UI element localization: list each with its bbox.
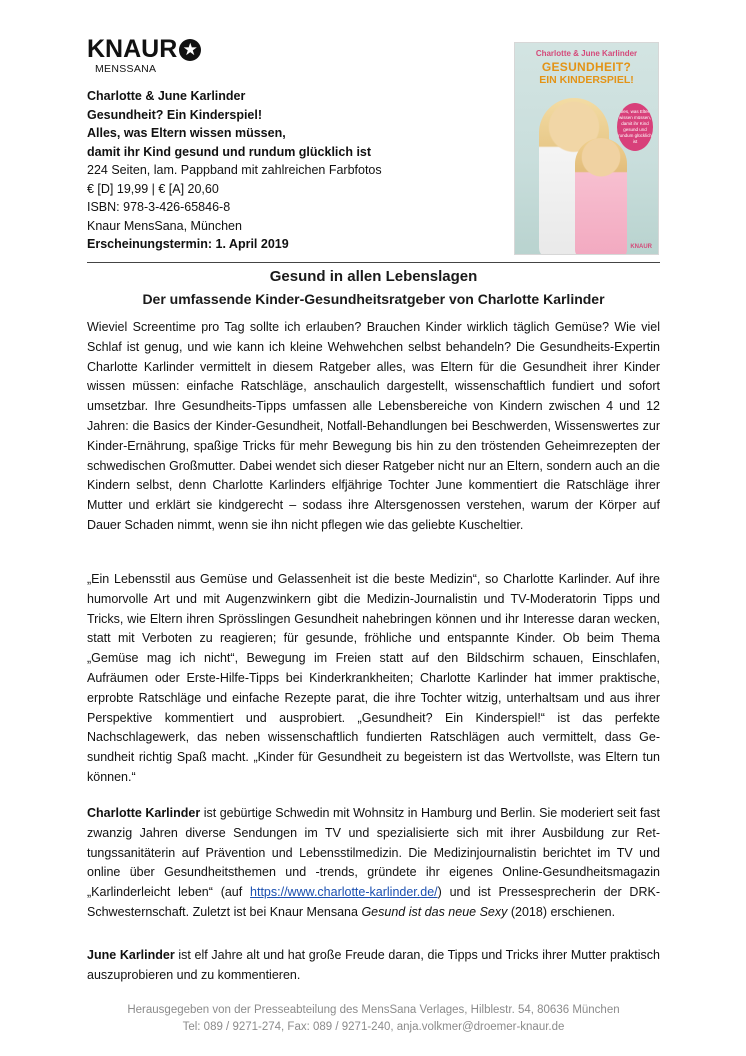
cover-badge: Alles, was Eltern wissen müssen, damit ihr Kind gesund und rundum glücklich ist (617, 103, 653, 151)
cover-title-line2: EIN KINDERSPIEL! (539, 74, 634, 86)
previous-book-title: Gesund ist das neue Sexy (361, 904, 508, 919)
publisher-logo (87, 35, 201, 75)
book-pages: 224 Seiten, lam. Pappband mit zahlreichen Farbfotos (87, 163, 382, 177)
headline: Gesund in allen Lebenslagen (269, 268, 478, 285)
page-footer (87, 1002, 660, 1036)
daughter-bio-text: ist elf Jahre alt und hat große Freude daran, die Tipps und Tricks ihrer Mutter praktisch auszuprobieren und zu kommentieren. (87, 948, 660, 982)
author-bio-text-b: ) und ist Pressesprecherin der DRK-Schwesternschaft. Zuletzt ist bei Knaur Mensana (87, 885, 660, 919)
author-name: Charlotte Karlinder (87, 806, 201, 820)
logo-subbrand: MENSSANA (95, 63, 157, 75)
book-subtitle-line1: Alles, was Eltern wissen müssen, (87, 126, 286, 140)
paragraph-author-bio (87, 804, 660, 923)
paragraph-quote: „Ein Lebensstil aus Gemüse und Gelassenheit ist die beste Medizin“, so Charlotte Karlinder. Auf ihre humorvolle Art und mit Augenzwinkern gibt die Medizin-Journalistin und TV-Moderatorin Tipps und Tricks, wie Eltern ihren Sprösslingen Gesundheit nahebringen können und ihr Interesse daran wecken, statt mit Verboten zu reagieren; für gesunde, fröhliche und entspannte Kinder. Ob beim Thema „Gemüse mag ich nicht“, Bewegung im Freien statt auf den Bildschirm schauen, Einschlafen, Aufräumen oder Erste-Hilfe-Tipps bei Kinderkrankheiten; Charlotte Karlinder hat immer praktische, erprobte Ratschläge und einfache Rezepte parat, die ihre Tochter witzig, unterhaltsam und aus ihrer Perspektive kommentiert und ausprobiert. „Gesundheit? Ein Kinderspiel!“ ist das perfekte Nachschlagewerk, das neben wissenschaftlich fundierten Ratschlägen auch vermittelt, dass Gesundheit richtig Spaß macht. „Kinder für Gesundheit zu begeistern ist das Wertvollste, was Eltern tun können.“ (87, 572, 660, 784)
paragraph-intro: Wieviel Screentime pro Tag sollte ich erlauben? Brauchen Kinder wirklich täglich Gemüse? Wie viel Schlaf ist genug, und wie kann ich kleine Wehwehchen selbst behandeln? Die Gesundheits-Expertin Charlotte Karlinder vermittelt in diesem Ratgeber alles, was Eltern für die Gesundheit ihrer Kinder wissen müssen: einfache Ratschläge, anschaulich dargestellt, wissenschaftlich fundiert und sofort umsetzbar. Ihre Gesundheits-Tipps umfassen alle Lebensbereiche von Kindern zwischen 4 und 12 Jahren: die Basics der Kinder-Gesundheit, Notfall-Behandlungen bei Beschwerden, Wissenswertes zur Kinder-Ernährung, spaßige Tricks für mehr Bewegung bis hin zu den tröstenden Geheimrezepten der schwedischen Großmutter. Dabei wendet sich dieser Ratgeber nicht nur an Eltern, sondern auch an die Kindern selbst, denn Charlotte Karlinders elfjährige Tochter June kommentiert die Ratschläge ihrer Mutter und erklärt sie kindgerecht – sodass ihre Altersgenossen verstehen, warum der Körper auf Dauer Schaden nimmt, wenn sie ihn nicht pflegen wie das geliebte Kuscheltier. (87, 320, 660, 532)
author-website-link[interactable]: https://www.charlotte-karlinder.de/ (250, 885, 438, 900)
logo-wordmark: KNAUR (87, 35, 178, 63)
footer-address: Herausgegeben von der Presseabteilung des MensSana Verlages, Hilblestr. 54, 80636 München (127, 1004, 620, 1016)
cover-authors: Charlotte & June Karlinder (535, 49, 638, 58)
book-subtitle-line2: damit ihr Kind gesund und rundum glücklich ist (87, 144, 372, 159)
paragraph-daughter-bio (87, 946, 660, 986)
star-icon: ★ (179, 39, 201, 61)
footer-contact: Tel: 089 / 9271-274, Fax: 089 / 9271-240, anja.volkmer@droemer-knaur.de (182, 1021, 565, 1033)
subheadline: Der umfassende Kinder-Gesundheitsratgeber von Charlotte Karlinder (142, 291, 605, 307)
daughter-name: June Karlinder (87, 948, 175, 962)
cover-publisher-logo: KNAUR (630, 244, 652, 250)
book-publisher: Knaur MensSana, München (87, 218, 242, 233)
book-authors: Charlotte & June Karlinder (87, 89, 246, 103)
book-cover-image (514, 42, 659, 255)
author-bio-text-c: (2018) erschienen. (507, 904, 616, 919)
author-bio-text-a: ist gebürtige Schwedin mit Wohnsitz in Hamburg und Berlin. Sie moderiert seit fast zwanzig Jahren diverse Sendungen im TV und spezialisierte sich mit ihrer Ausbildung zur Rettungssanitäterin auf Prävention und Lebensstilmedizin. Die Medizinjournalistin berichtet im TV und online über Gesundheitsthemen und -trends, gründete ihr eigenes Online-Gesundheitsmagazin „Karlinderleicht leben“ (auf (87, 806, 661, 900)
book-title: Gesundheit? Ein Kinderspiel! (87, 107, 263, 122)
cover-title-line1: GESUNDHEIT? (541, 60, 632, 74)
book-release-date: Erscheinungstermin: 1. April 2019 (87, 237, 289, 251)
book-isbn: ISBN: 978-3-426-65846-8 (87, 200, 231, 214)
cover-photo-daughter (575, 138, 627, 255)
header-divider (87, 262, 660, 263)
book-price: € [D] 19,99 | € [A] 20,60 (87, 181, 219, 196)
book-info-block (87, 87, 382, 254)
